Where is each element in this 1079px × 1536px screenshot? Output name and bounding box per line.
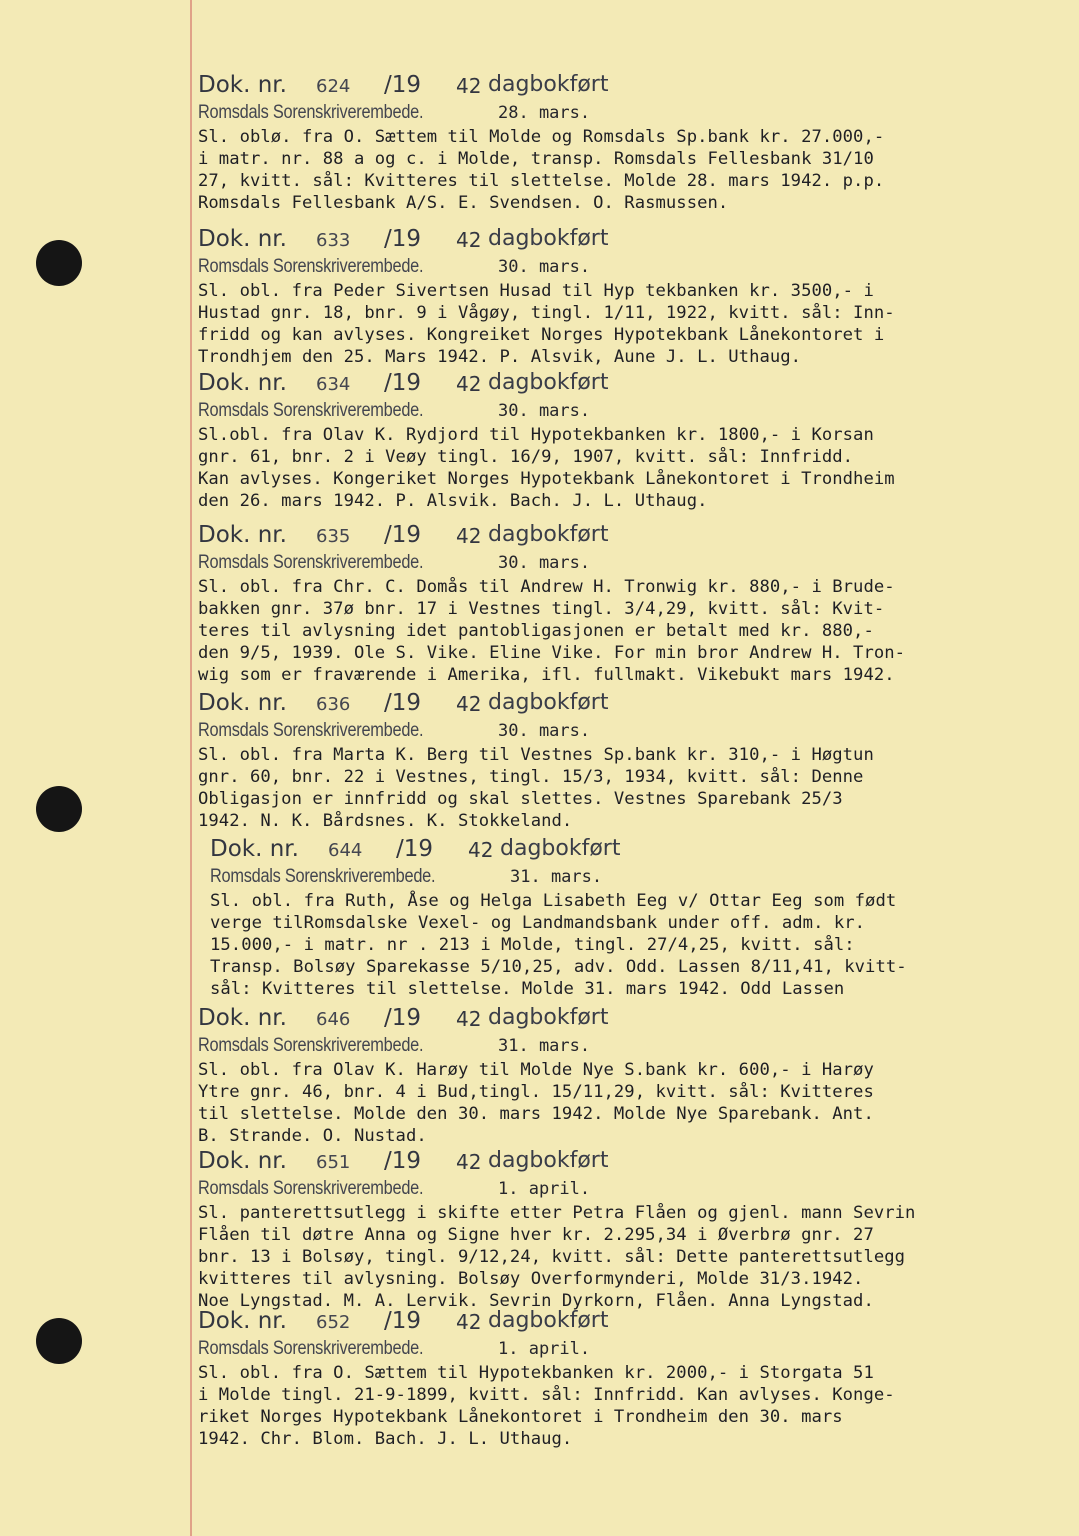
year-suffix: 42 [456, 1310, 482, 1334]
entry-text-line: Romsdals Fellesbank A/S. E. Svendsen. O. Rasmussen. [198, 193, 729, 213]
office-stamp: Romsdals Sorenskriverembede. [198, 102, 424, 123]
year-suffix: 42 [456, 1007, 482, 1031]
entry-text-line: Ytre gnr. 46, bnr. 4 i Bud,tingl. 15/11,29, kvitt. sål: Kvitteres [198, 1082, 874, 1102]
entry-body [198, 576, 1068, 686]
year-suffix: 42 [456, 228, 482, 252]
ledger-entry [198, 1148, 1068, 1312]
doc-number: 652 [316, 1312, 351, 1333]
year-prefix: /19 [384, 1308, 422, 1334]
entry-text-line: 15.000,- i matr. nr . 213 i Molde, tingl. 27/4,25, kvitt. sål: [210, 935, 855, 955]
doc-number: 635 [316, 526, 351, 547]
ledger-entry [210, 836, 1079, 1000]
dagbok-stamp: dagbokført [500, 836, 621, 861]
office-stamp: Romsdals Sorenskriverembede. [198, 400, 424, 421]
entry-date: 30. mars. [498, 553, 591, 573]
entry-text-line: kvitteres til avlysning. Bolsøy Overformynderi, Molde 31/3.1942. [198, 1269, 864, 1289]
entry-date: 30. mars. [498, 257, 591, 277]
office-stamp: Romsdals Sorenskriverembede. [198, 1338, 424, 1359]
office-stamp: Romsdals Sorenskriverembede. [198, 720, 424, 741]
entry-text-line: Flåen til døtre Anna og Signe hver kr. 2.295,34 i Øverbrø gnr. 27 [198, 1225, 874, 1245]
ledger-entry [198, 1308, 1068, 1450]
dagbok-stamp: dagbokført [488, 1148, 609, 1173]
year-prefix: /19 [384, 522, 422, 548]
doc-number: 646 [316, 1009, 351, 1030]
entry-text-line: fridd og kan avlyses. Kongreiket Norges Hypotekbank Lånekontoret i [198, 325, 885, 345]
year-prefix: /19 [384, 370, 422, 396]
entry-date: 31. mars. [498, 1036, 591, 1056]
entry-text-line: i Molde tingl. 21-9-1899, kvitt. sål: Innfridd. Kan avlyses. Konge- [198, 1385, 895, 1405]
dok-label: Dok. nr. [198, 72, 287, 98]
punch-hole [36, 240, 82, 286]
entry-header [198, 690, 1068, 720]
entry-text-line: wig som er fraværende i Amerika, ifl. fullmakt. Vikebukt mars 1942. [198, 665, 895, 685]
entry-header [198, 1005, 1068, 1035]
year-suffix: 42 [456, 74, 482, 98]
entry-text-line: Sl. obl. fra Marta K. Berg til Vestnes Sp.bank kr. 310,- i Høgtun [198, 745, 874, 765]
entry-text-line: Obligasjon er innfridd og skal slettes. Vestnes Sparebank 25/3 [198, 789, 843, 809]
dagbok-stamp: dagbokført [488, 522, 609, 547]
entry-date: 1. april. [498, 1339, 591, 1359]
entry-text-line: Sl. obl. fra Olav K. Harøy til Molde Nye S.bank kr. 600,- i Harøy [198, 1060, 874, 1080]
entry-body [198, 744, 1068, 832]
office-stamp: Romsdals Sorenskriverembede. [198, 256, 424, 277]
entry-text-line: i matr. nr. 88 a og c. i Molde, transp. Romsdals Fellesbank 31/10 [198, 149, 874, 169]
year-prefix: /19 [384, 72, 422, 98]
entry-subheader [198, 552, 1068, 576]
entry-body [198, 126, 1068, 214]
entry-text-line: verge tilRomsdalske Vexel- og Landmandsbank under off. adm. kr. [210, 913, 866, 933]
entry-text-line: 27, kvitt. sål: Kvitteres til slettelse. Molde 28. mars 1942. p.p. [198, 171, 885, 191]
entry-text-line: riket Norges Hypotekbank Lånekontoret i Trondheim den 30. mars [198, 1407, 843, 1427]
doc-number: 634 [316, 374, 351, 395]
entry-subheader [198, 1338, 1068, 1362]
ledger-entry [198, 72, 1068, 214]
office-stamp: Romsdals Sorenskriverembede. [198, 1035, 424, 1056]
margin-rule [190, 0, 192, 1536]
year-prefix: /19 [384, 226, 422, 252]
entry-header [198, 1148, 1068, 1178]
entry-text-line: Sl. oblø. fra O. Sættem til Molde og Romsdals Sp.bank kr. 27.000,- [198, 127, 885, 147]
dagbok-stamp: dagbokført [488, 370, 609, 395]
dok-label: Dok. nr. [198, 690, 287, 716]
dagbok-stamp: dagbokført [488, 1005, 609, 1030]
ledger-entry [198, 226, 1068, 368]
punch-hole [36, 1318, 82, 1364]
doc-number: 633 [316, 230, 351, 251]
entry-date: 31. mars. [510, 867, 603, 887]
entry-subheader [198, 102, 1068, 126]
doc-number: 624 [316, 76, 351, 97]
entry-date: 1. april. [498, 1179, 591, 1199]
entry-header [210, 836, 1079, 866]
entry-header [198, 522, 1068, 552]
dok-label: Dok. nr. [198, 226, 287, 252]
entry-text-line: Sl. obl. fra Chr. C. Domås til Andrew H. Tronwig kr. 880,- i Brude- [198, 577, 895, 597]
entry-header [198, 1308, 1068, 1338]
entry-body [198, 1362, 1068, 1450]
entry-text-line: 1942. Chr. Blom. Bach. J. L. Uthaug. [198, 1429, 573, 1449]
year-prefix: /19 [396, 836, 434, 862]
entry-subheader [198, 720, 1068, 744]
entry-text-line: bnr. 13 i Bolsøy, tingl. 9/12,24, kvitt. sål: Dette panterettsutlegg [198, 1247, 906, 1267]
entry-subheader [198, 400, 1068, 424]
office-stamp: Romsdals Sorenskriverembede. [198, 1178, 424, 1199]
entry-text-line: sål: Kvitteres til slettelse. Molde 31. mars 1942. Odd Lassen [210, 979, 845, 999]
entry-text-line: gnr. 61, bnr. 2 i Veøy tingl. 16/9, 1907, kvitt. sål: Innfridd. [198, 447, 854, 467]
dagbok-stamp: dagbokført [488, 226, 609, 251]
entry-header [198, 370, 1068, 400]
ledger-entry [198, 370, 1068, 512]
dok-label: Dok. nr. [198, 1005, 287, 1031]
entry-subheader [210, 866, 1079, 890]
entry-text-line: Trondhjem den 25. Mars 1942. P. Alsvik, Aune J. L. Uthaug. [198, 347, 802, 367]
year-suffix: 42 [468, 838, 494, 862]
doc-number: 651 [316, 1152, 351, 1173]
entry-date: 30. mars. [498, 721, 591, 741]
entry-text-line: bakken gnr. 37ø bnr. 17 i Vestnes tingl. 3/4,29, kvitt. sål: Kvit- [198, 599, 885, 619]
entry-body [198, 280, 1068, 368]
entry-text-line: Sl. panterettsutlegg i skifte etter Petra Flåen og gjenl. mann Sevrin [198, 1203, 916, 1223]
ledger-entry [198, 522, 1068, 686]
year-suffix: 42 [456, 524, 482, 548]
entry-text-line: teres til avlysning idet pantobligasjonen er betalt med kr. 880,- [198, 621, 874, 641]
punch-hole [36, 786, 82, 832]
year-suffix: 42 [456, 692, 482, 716]
entry-text-line: Transp. Bolsøy Sparekasse 5/10,25, adv. Odd. Lassen 8/11,41, kvitt- [210, 957, 907, 977]
year-suffix: 42 [456, 1150, 482, 1174]
doc-number: 636 [316, 694, 351, 715]
dok-label: Dok. nr. [198, 522, 287, 548]
entry-text-line: den 9/5, 1939. Ole S. Vike. Eline Vike. For min bror Andrew H. Tron- [198, 643, 906, 663]
entry-subheader [198, 256, 1068, 280]
entry-text-line: Sl. obl. fra Ruth, Åse og Helga Lisabeth Eeg v/ Ottar Eeg som født [210, 891, 897, 911]
entry-header [198, 72, 1068, 102]
entry-text-line: Kan avlyses. Kongeriket Norges Hypotekbank Lånekontoret i Trondheim [198, 469, 895, 489]
entry-text-line: gnr. 60, bnr. 22 i Vestnes, tingl. 15/3, 1934, kvitt. sål: Denne [198, 767, 864, 787]
entry-text-line: 1942. N. K. Bårdsnes. K. Stokkeland. [198, 811, 573, 831]
entry-text-line: B. Strande. O. Nustad. [198, 1126, 427, 1146]
dagbok-stamp: dagbokført [488, 72, 609, 97]
entry-text-line: Sl.obl. fra Olav K. Rydjord til Hypotekbanken kr. 1800,- i Korsan [198, 425, 874, 445]
dagbok-stamp: dagbokført [488, 1308, 609, 1333]
entry-text-line: Sl. obl. fra Peder Sivertsen Husad til Hyp tekbanken kr. 3500,- i [198, 281, 874, 301]
dagbok-stamp: dagbokført [488, 690, 609, 715]
dok-label: Dok. nr. [210, 836, 299, 862]
office-stamp: Romsdals Sorenskriverembede. [210, 866, 436, 887]
office-stamp: Romsdals Sorenskriverembede. [198, 552, 424, 573]
entry-body [198, 1202, 1068, 1312]
entry-body [210, 890, 1079, 1000]
doc-number: 644 [328, 840, 363, 861]
entry-text-line: til slettelse. Molde den 30. mars 1942. Molde Nye Sparebank. Ant. [198, 1104, 874, 1124]
entry-date: 28. mars. [498, 103, 591, 123]
dok-label: Dok. nr. [198, 370, 287, 396]
year-suffix: 42 [456, 372, 482, 396]
entry-body [198, 424, 1068, 512]
year-prefix: /19 [384, 1148, 422, 1174]
year-prefix: /19 [384, 1005, 422, 1031]
entry-date: 30. mars. [498, 401, 591, 421]
dok-label: Dok. nr. [198, 1308, 287, 1334]
entry-header [198, 226, 1068, 256]
entry-text-line: Noe Lyngstad. M. A. Lervik. Sevrin Dyrkorn, Flåen. Anna Lyngstad. [198, 1291, 874, 1311]
entry-body [198, 1059, 1068, 1147]
entry-subheader [198, 1035, 1068, 1059]
ledger-entry [198, 1005, 1068, 1147]
entry-text-line: Sl. obl. fra O. Sættem til Hypotekbanken kr. 2000,- i Storgata 51 [198, 1363, 874, 1383]
entry-text-line: Hustad gnr. 18, bnr. 9 i Vågøy, tingl. 1/11, 1922, kvitt. sål: Inn- [198, 303, 895, 323]
entry-text-line: den 26. mars 1942. P. Alsvik. Bach. J. L. Uthaug. [198, 491, 708, 511]
year-prefix: /19 [384, 690, 422, 716]
entry-subheader [198, 1178, 1068, 1202]
ledger-entry [198, 690, 1068, 832]
dok-label: Dok. nr. [198, 1148, 287, 1174]
